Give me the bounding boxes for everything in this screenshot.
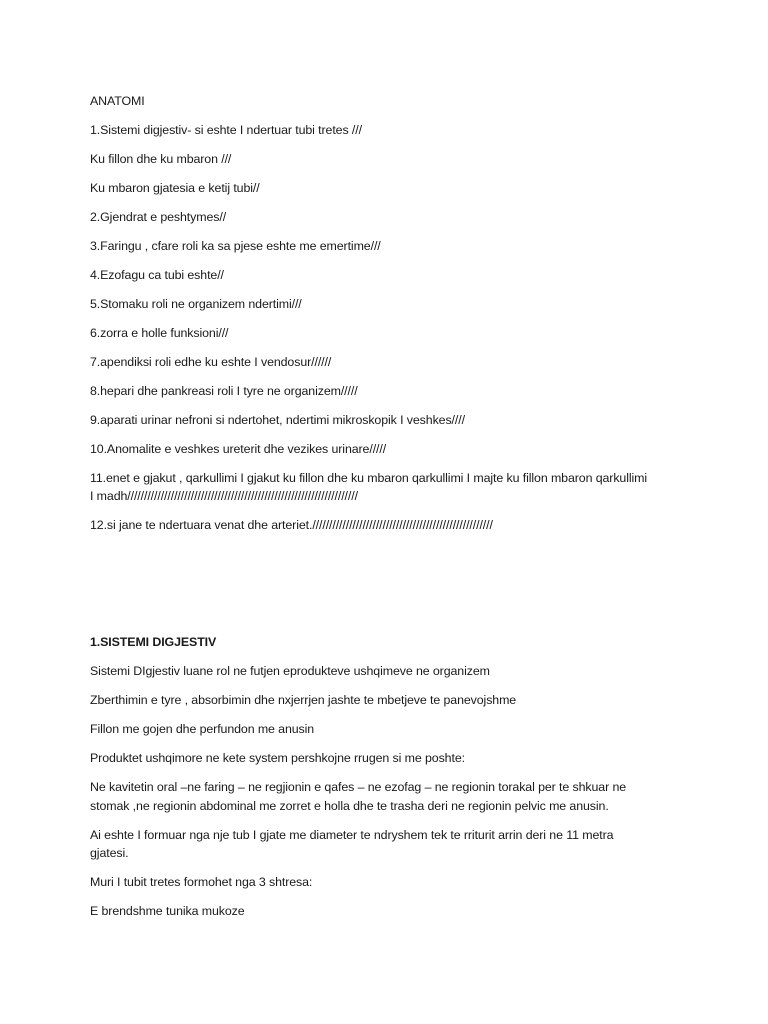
paragraph: Ai eshte I formuar nga nje tub I gjate me diameter te ndryshem tek te rriturit arrin deri ne 11 metra gjatesi. bbox=[90, 827, 614, 860]
question-line: 4.Ezofagu ca tubi eshte// bbox=[90, 267, 224, 282]
document-title: ANATOMI bbox=[90, 94, 145, 108]
question-line: 12.si jane te ndertuara venat dhe arteriet.////////////////////////////////////////////////////// bbox=[90, 518, 493, 532]
question-line: 3.Faringu , cfare roli ka sa pjese eshte me emertime/// bbox=[90, 238, 381, 253]
paragraph: Zberthimin e tyre , absorbimin dhe nxjerrjen jashte te mbetjeve te panevojshme bbox=[90, 693, 517, 707]
paragraph: Ne kavitetin oral –ne faring – ne regjionin e qafes – ne ezofag – ne regionin torakal per te shkuar ne stomak ,ne regionin abdominal me zorret e holla dhe te trasha deri ne regionin pelvic me anusin. bbox=[90, 780, 627, 813]
section-heading: 1.SISTEMI DIGJESTIV bbox=[90, 635, 217, 649]
question-line: 7.apendiksi roli edhe ku eshte I vendosur////// bbox=[90, 354, 332, 369]
section-spacer bbox=[90, 545, 650, 633]
paragraph: Fillon me gojen dhe perfundon me anusin bbox=[90, 722, 315, 736]
question-line: 9.aparati urinar nefroni si ndertohet, ndertimi mikroskopik I veshkes//// bbox=[90, 412, 465, 427]
document-content bbox=[90, 92, 650, 931]
question-line: 10.Anomalite e veshkes ureterit dhe vezikes urinare///// bbox=[90, 441, 387, 456]
question-line: 1.Sistemi digjestiv- si eshte I ndertuar tubi tretes /// bbox=[90, 122, 362, 137]
paragraph: E brendshme tunika mukoze bbox=[90, 904, 245, 918]
paragraph: Muri I tubit tretes formohet nga 3 shtresa: bbox=[90, 875, 313, 889]
question-line: 5.Stomaku roli ne organizem ndertimi/// bbox=[90, 296, 302, 311]
question-line: Ku fillon dhe ku mbaron /// bbox=[90, 151, 232, 166]
question-line: 11.enet e gjakut , qarkullimi I gjakut ku fillon dhe ku mbaron qarkullimi I majte ku fillon mbaron qarkullimi I madh///////////////////////////////////////////////////////////////////// bbox=[90, 470, 648, 503]
question-line: 2.Gjendrat e peshtymes// bbox=[90, 209, 227, 224]
paragraph: Produktet ushqimore ne kete system pershkojne rrugen si me poshte: bbox=[90, 751, 465, 765]
paragraph: Sistemi DIgjestiv luane rol ne futjen eprodukteve ushqimeve ne organizem bbox=[90, 664, 490, 678]
question-line: 6.zorra e holle funksioni/// bbox=[90, 325, 229, 340]
question-line: Ku mbaron gjatesia e ketij tubi// bbox=[90, 180, 260, 195]
question-line: 8.hepari dhe pankreasi roli I tyre ne organizem///// bbox=[90, 383, 358, 398]
